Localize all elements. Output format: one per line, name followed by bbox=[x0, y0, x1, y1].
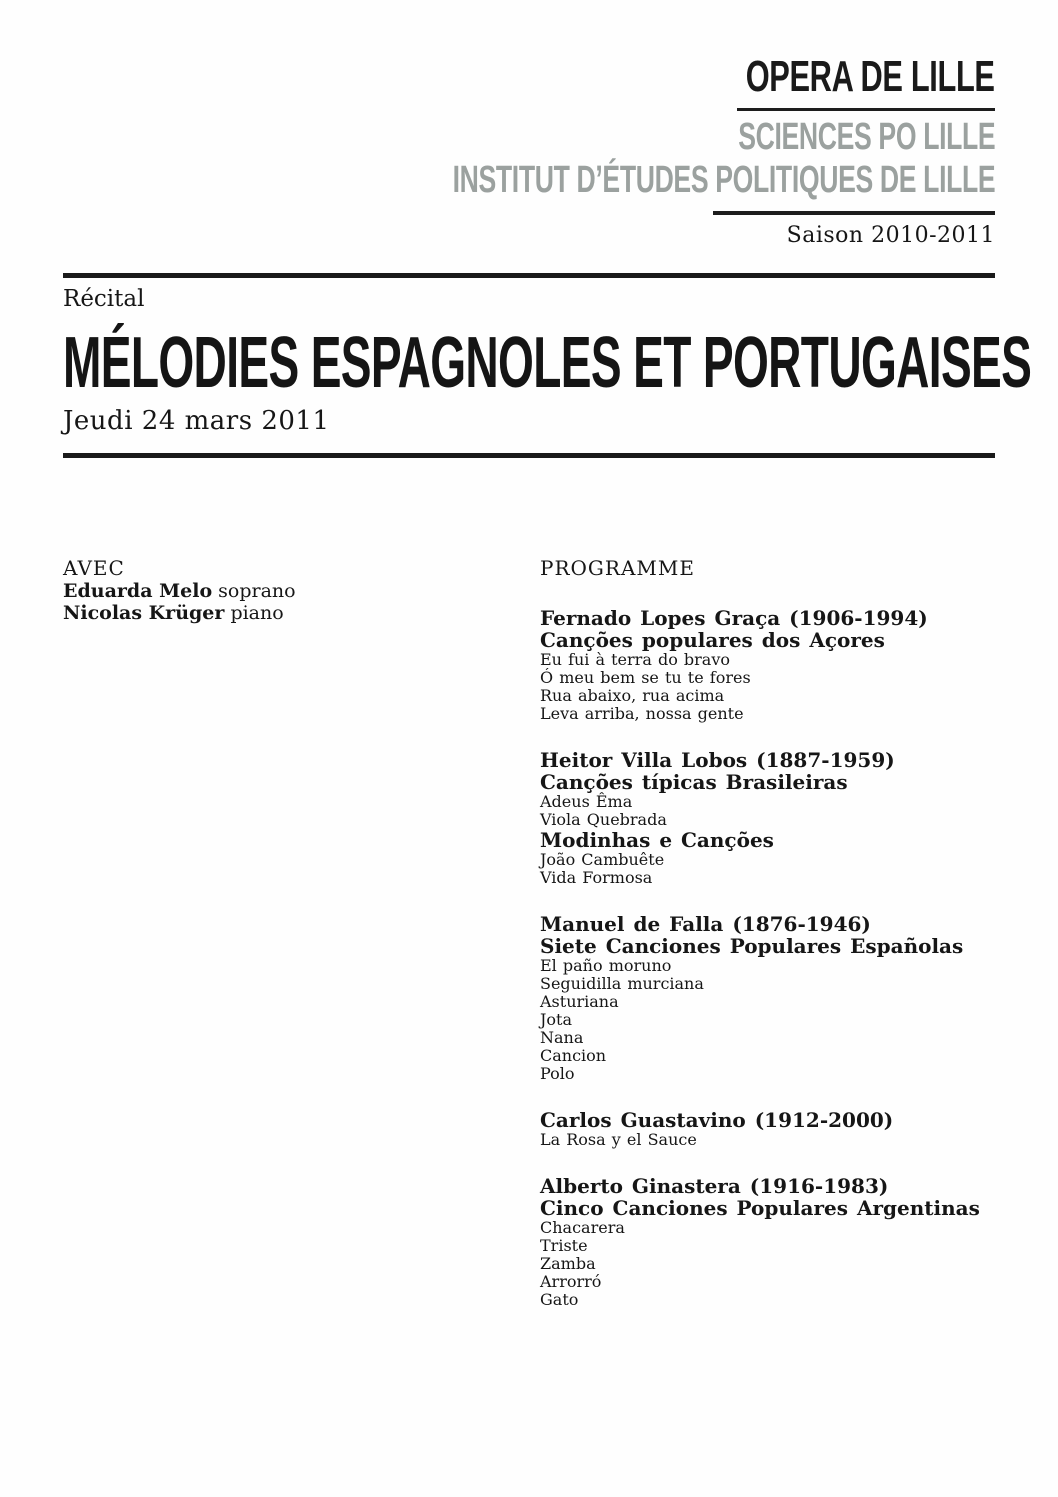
song-title: Arrorró bbox=[540, 1272, 602, 1291]
song-title: Asturiana bbox=[540, 992, 619, 1011]
composer-years: (1912-2000) bbox=[754, 1108, 894, 1132]
header-rule-thick bbox=[713, 211, 995, 215]
work-title: Cinco Canciones Populares Argentinas bbox=[540, 1196, 980, 1220]
org-secondary-text: SCIENCES PO LILLE bbox=[737, 116, 995, 158]
title-block bbox=[63, 273, 1032, 458]
composer-name: Fernado Lopes Graça bbox=[540, 606, 781, 630]
performer-name: Eduarda Melo bbox=[63, 580, 213, 602]
composer-block bbox=[540, 913, 1010, 1083]
composer-block bbox=[540, 1175, 1010, 1309]
song-title: Cancion bbox=[540, 1046, 607, 1065]
composer-block bbox=[540, 1109, 1010, 1149]
composer-years: (1906-1994) bbox=[789, 606, 928, 630]
composer-years: (1887-1959) bbox=[756, 748, 895, 772]
programme-label: PROGRAMME bbox=[540, 556, 695, 580]
org-header bbox=[195, 52, 995, 248]
title-rule-bottom bbox=[63, 453, 995, 458]
song-title: Triste bbox=[540, 1236, 588, 1255]
composer-years: (1916-1983) bbox=[749, 1174, 889, 1198]
event-kicker: Récital bbox=[63, 286, 145, 312]
composer-heading bbox=[540, 749, 1010, 771]
composer-heading bbox=[540, 1109, 1010, 1131]
composer-block bbox=[540, 749, 1010, 887]
work-title: Canções típicas Brasileiras bbox=[540, 770, 848, 794]
song-title: Ó meu bem se tu te fores bbox=[540, 668, 751, 687]
org-secondary-line bbox=[195, 115, 995, 158]
performer-role: piano bbox=[230, 602, 284, 624]
song-title: Nana bbox=[540, 1028, 584, 1047]
composer-name: Manuel de Falla bbox=[540, 912, 724, 936]
title-rule-top bbox=[63, 273, 995, 278]
song-title: João Cambuête bbox=[540, 850, 665, 869]
song-title: Leva arriba, nossa gente bbox=[540, 704, 744, 723]
performer-name: Nicolas Krüger bbox=[63, 602, 225, 624]
composer-heading bbox=[540, 1175, 1010, 1197]
event-title-line bbox=[63, 323, 1032, 403]
song-title: Rua abaixo, rua acima bbox=[540, 686, 725, 705]
song-title: Zamba bbox=[540, 1254, 596, 1273]
work-title: Siete Canciones Populares Españolas bbox=[540, 934, 964, 958]
song-title: Vida Formosa bbox=[540, 868, 653, 887]
work-title: Modinhas e Canções bbox=[540, 828, 774, 852]
song-title: Adeus Êma bbox=[540, 792, 633, 811]
work-title: Canções populares dos Açores bbox=[540, 628, 885, 652]
composer-years: (1876-1946) bbox=[732, 912, 871, 936]
performers-column bbox=[63, 557, 483, 624]
song-title: Chacarera bbox=[540, 1218, 625, 1237]
org-tertiary-text: INSTITUT D’ÉTUDES POLITIQUES DE LILLE bbox=[452, 159, 995, 201]
song-title: La Rosa y el Sauce bbox=[540, 1130, 697, 1149]
season-label: Saison 2010-2011 bbox=[786, 223, 995, 248]
programme-column bbox=[540, 557, 1010, 1335]
composer-heading bbox=[540, 913, 1010, 935]
song-title: Seguidilla murciana bbox=[540, 974, 704, 993]
composer-block bbox=[540, 607, 1010, 723]
performer-row bbox=[63, 580, 483, 602]
performers-label: AVEC bbox=[63, 556, 125, 580]
song-title: Eu fui à terra do bravo bbox=[540, 650, 731, 669]
song-title: Jota bbox=[540, 1010, 573, 1029]
composer-name: Alberto Ginastera bbox=[540, 1174, 741, 1198]
composer-name: Carlos Guastavino bbox=[540, 1108, 746, 1132]
composer-name: Heitor Villa Lobos bbox=[540, 748, 748, 772]
song-title: Gato bbox=[540, 1290, 579, 1309]
song-title: El paño moruno bbox=[540, 956, 672, 975]
performer-row bbox=[63, 602, 483, 624]
performer-role: soprano bbox=[218, 580, 296, 602]
event-date: Jeudi 24 mars 2011 bbox=[63, 406, 330, 436]
org-primary-text: OPERA DE LILLE bbox=[746, 52, 995, 101]
composer-heading bbox=[540, 607, 1010, 629]
song-title: Viola Quebrada bbox=[540, 810, 667, 829]
event-title: MÉLODIES ESPAGNOLES ET PORTUGAISES bbox=[63, 323, 1032, 403]
org-tertiary-line bbox=[195, 158, 995, 201]
org-primary-line bbox=[195, 52, 995, 101]
header-rule-thin bbox=[737, 108, 995, 111]
song-title: Polo bbox=[540, 1064, 575, 1083]
